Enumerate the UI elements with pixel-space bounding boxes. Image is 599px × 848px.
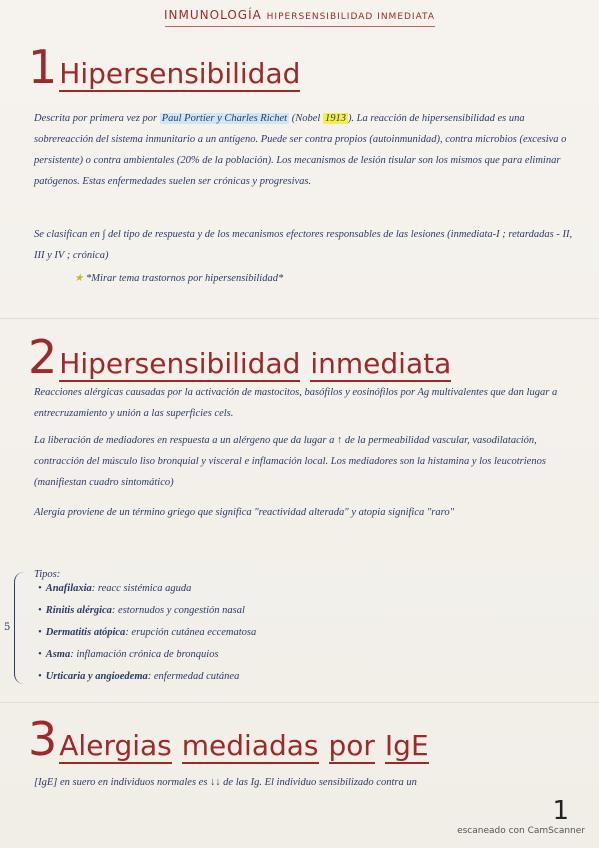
section-3-paragraph-1: [IgE] en suero en individuos normales es ↓↓ de las Ig. El individuo sensibilizado contra un — [34, 777, 417, 788]
section-1-paragraph-1: Descrita por primera vez por Paul Portier y Charles Richet (Nobel 1913 ). La reacción de hipersensibilidad es una sobrereacción del sistema inmunitario a un antígeno. Puede ser contra propios (autoinmunidad), contra microbios (excesiva o persistente) o contra ambientales (20% de la población). Los mecanismos de lesión tisular son los mismos que para eliminar patógenos. Estas enfermedades suelen ser crónicas y progresivas. — [34, 113, 567, 187]
list-item: • Anafilaxia: reacc sistémica aguda — [38, 578, 256, 600]
types-label: Tipos: — [34, 569, 61, 580]
section-3-title-3: por — [328, 729, 375, 762]
section-1-note: ★ *Mirar tema trastornos por hipersensibilidad* — [74, 273, 284, 284]
year-highlight: 1913 — [324, 113, 346, 124]
brace-label: 5 — [4, 622, 11, 633]
divider — [0, 318, 599, 319]
page-header — [0, 8, 599, 22]
section-2-heading — [28, 330, 452, 384]
section-2-number: 2 — [28, 330, 58, 384]
list-item: • Dermatitis atópica: erupción cutánea eccematosa — [38, 622, 256, 644]
types-list — [38, 578, 256, 688]
section-2-paragraph-2: La liberación de mediadores en respuesta a un alérgeno que da lugar a ↑ de la permeabilidad vascular, vasodilatación, contracción del músculo liso bronquial y visceral e inflamación local. Los mediadores son la histamina y los leucotrienos (manifiestan cuadro sintomático) — [34, 435, 546, 488]
course-title: INMUNOLOGÍA — [164, 8, 262, 22]
section-3-title-4: IgE — [384, 729, 429, 762]
section-3-title-1: Alergias — [59, 729, 172, 762]
section-3-number: 3 — [28, 712, 58, 766]
section-2-subtitle: inmediata — [310, 347, 452, 380]
divider — [0, 702, 599, 703]
discoverers-highlight: Paul Portier y Charles Richet — [161, 113, 288, 124]
section-2-paragraph-3: Alergia proviene de un término griego que significa "reactividad alterada" y atopia significa "raro" — [34, 507, 454, 518]
page-number: 1 — [552, 796, 569, 826]
header-underline — [165, 26, 435, 27]
section-2-paragraph-1: Reacciones alérgicas causadas por la activación de mastocitos, basófilos y eosinófilos por Ag multivalentes que dan lugar a entrecruzamiento y unión a las superficies cels. — [34, 387, 558, 419]
brace — [14, 572, 33, 684]
section-1-number: 1 — [28, 40, 58, 94]
scanner-watermark: escaneado con CamScanner — [457, 826, 585, 836]
section-1-paragraph-2: Se clasifican en ∫ del tipo de respuesta y de los mecanismos efectores responsables de las lesiones (inmediata-I ; retardadas - II, III y IV ; crónica) — [34, 229, 573, 261]
list-item: • Asma: inflamación crónica de bronquios — [38, 644, 256, 666]
section-1-title: Hipersensibilidad — [59, 57, 301, 90]
section-1-heading — [28, 40, 301, 94]
list-item: • Urticaria y angioedema: enfermedad cutánea — [38, 666, 256, 688]
section-3-title-2: mediadas — [181, 729, 319, 762]
list-item: • Rinitis alérgica: estornudos y congestión nasal — [38, 600, 256, 622]
star-icon: ★ — [74, 273, 84, 284]
topic-title: HIPERSENSIBILIDAD INMEDIATA — [266, 12, 435, 22]
section-3-heading — [28, 712, 429, 766]
section-2-title: Hipersensibilidad — [59, 347, 301, 380]
